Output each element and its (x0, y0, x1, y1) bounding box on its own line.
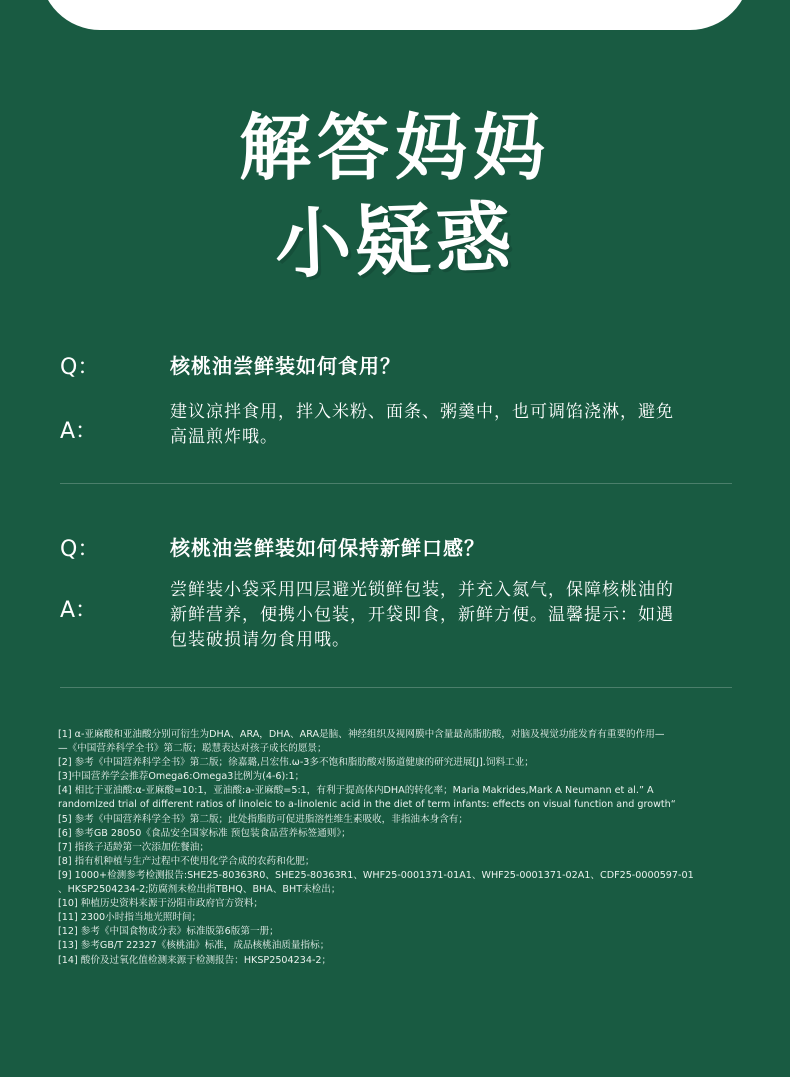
top-white-card (40, 0, 750, 30)
answer-line: 建议凉拌食用，拌入米粉、面条、粥羹中，也可调馅浇淋，避免 (170, 402, 674, 422)
answer-label: A： (60, 598, 98, 623)
reference-line: [5] 参考《中国营养科学全书》第二版；此处指脂肪可促进脂溶性维生素吸收，非指油本身含有； (58, 813, 468, 825)
reference-line: [1] α-亚麻酸和亚油酸分别可衍生为DHA、ARA，DHA、ARA是脑、神经组织及视网膜中含量最高脂肪酸，对脑及视觉功能发育有重要的作用— (58, 729, 665, 740)
answer-line: 高温煎炸哦。 (170, 427, 278, 447)
reference-line: [7] 指孩子适龄第一次添加佐餐油； (58, 841, 209, 853)
page-subtitle: 小疑惑 (273, 191, 517, 290)
question-text: 核桃油尝鲜装如何食用？ (170, 354, 401, 378)
reference-line: —《中国营养科学全书》第二版；聪慧表达对孩子成长的愿景； (58, 743, 327, 755)
reference-line: [12] 参考《中国食物成分表》标准版第6版第一册； (58, 926, 279, 938)
reference-line: [13] 参考GB/T 22327《核桃油》标准，成品核桃油质量指标； (58, 940, 330, 952)
question-label: Q： (60, 355, 100, 380)
answer-label: A： (60, 419, 98, 444)
reference-line: [3]中国营养学会推荐Omega6:Omega3比例为(4-6):1； (58, 771, 305, 783)
answer-text (170, 578, 710, 653)
references (58, 728, 748, 968)
answer-line: 新鲜营养，便携小包装，开袋即食，新鲜方便。温馨提示：如遇 (170, 605, 674, 625)
page-title: 解答妈妈 (238, 106, 551, 190)
answer-line: 包装破损请勿食用哦。 (170, 630, 350, 650)
reference-line: [6] 参考GB 28050《食品安全国家标准 预包装食品营养标签通则》； (58, 827, 351, 839)
reference-line: [4] 相比于亚油酸:α-亚麻酸=10:1，亚油酸:a-亚麻酸=5:1，有利于提高体内DHA的转化率；Maria Makrides,Mark A Neumann et al.” A (58, 785, 654, 797)
question-text: 核桃油尝鲜装如何保持新鲜口感？ (170, 536, 485, 560)
reference-line: [9] 1000+检测参考检测报告:SHE25-80363R0、SHE25-80363R1、WHF25-0001371-01A1、WHF25-0001371-02A1、CDF25-0000597-01 (58, 869, 694, 881)
reference-line: [10] 种植历史资料来源于汾阳市政府官方资料； (58, 898, 264, 910)
reference-line: [8] 指有机种植与生产过程中不使用化学合成的农药和化肥； (58, 855, 315, 867)
reference-line: [11] 2300小时指当地光照时间； (58, 912, 202, 924)
answer-line: 尝鲜装小袋采用四层避光锁鲜包装，并充入氮气，保障核桃油的 (170, 580, 674, 600)
reference-line: randomlzed trial of different ratios of linoleic to a-linolenic acid in the diet of term infants: effects on visual function and growth“ (58, 799, 676, 811)
divider (60, 483, 732, 484)
reference-line: 、HKSP2504234-2;防腐剂未检出指TBHQ、BHA、BHT未检出； (58, 884, 341, 896)
reference-line: [2] 参考《中国营养科学全书》第二版；徐嘉璐,吕宏伟.ω-3多不饱和脂肪酸对肠道健康的研究进展[J].饲料工业； (58, 757, 534, 769)
answer-text (170, 400, 710, 450)
reference-line: [14] 酸价及过氧化值检测来源于检测报告：HKSP2504234-2； (58, 954, 332, 966)
question-label: Q： (60, 537, 100, 562)
divider (60, 687, 732, 688)
